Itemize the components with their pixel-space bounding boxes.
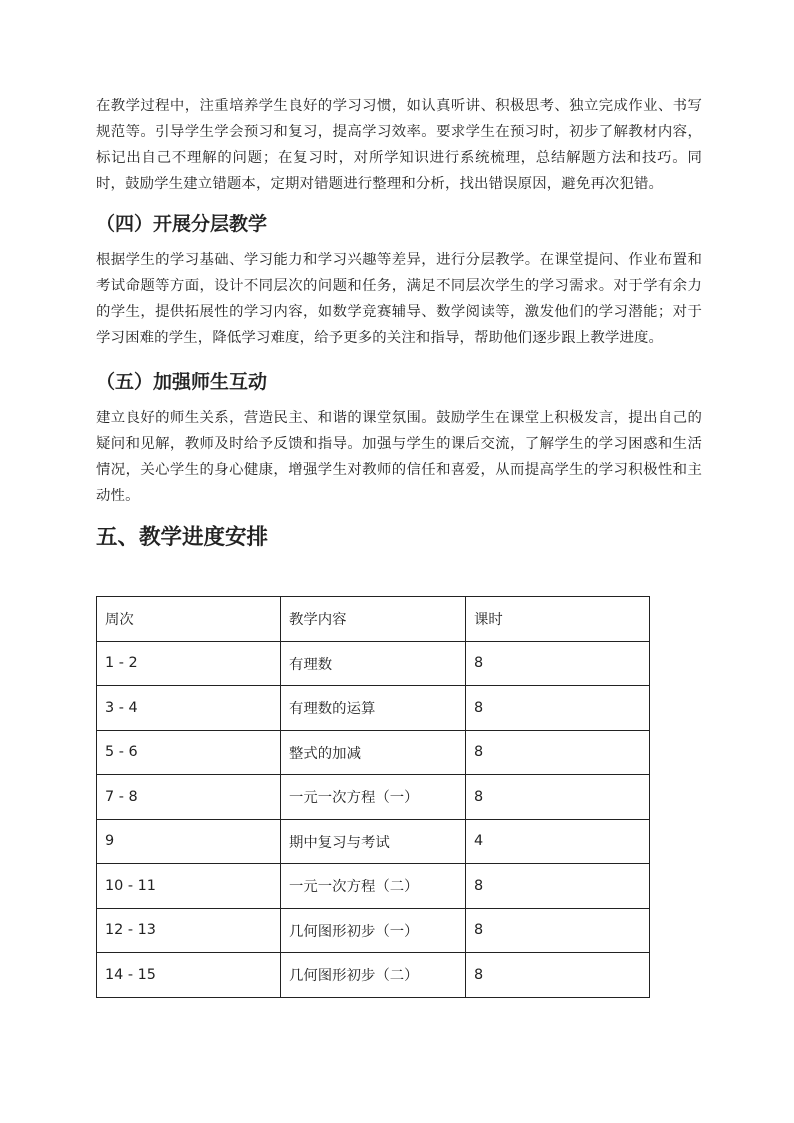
- table-cell-content: 有理数的运算: [281, 686, 466, 731]
- table-cell-content: 整式的加减: [281, 730, 466, 775]
- table-cell-week: 14 - 15: [97, 953, 281, 998]
- subheading-layered-teaching: （四）开展分层教学: [96, 213, 268, 235]
- table-cell-week: 7 - 8: [97, 775, 281, 820]
- table-cell-hours: 8: [466, 641, 650, 686]
- table-cell-week: 1 - 2: [97, 641, 281, 686]
- table-row: [97, 953, 650, 998]
- schedule-table: [96, 596, 650, 998]
- table-row: [97, 908, 650, 953]
- paragraph-teacher-student-interaction: 建立良好的师生关系，营造民主、和谐的课堂氛围。鼓励学生在课堂上积极发言，提出自己的疑问和见解，教师及时给予反馈和指导。加强与学生的课后交流，了解学生的学习困惑和生活情况，关心学生的身心健康，增强学生对教师的信任和喜爱，从而提高学生的学习积极性和主动性。: [96, 410, 702, 504]
- table-cell-hours: 8: [466, 864, 650, 909]
- table-cell-hours: 8: [466, 908, 650, 953]
- table-row: [97, 730, 650, 775]
- table-cell-week: 10 - 11: [97, 864, 281, 909]
- table-cell-content: 几何图形初步（一）: [281, 908, 466, 953]
- table-cell-week: 9: [97, 819, 281, 864]
- table-cell-week: 3 - 4: [97, 686, 281, 731]
- table-cell-content: 期中复习与考试: [281, 819, 466, 864]
- table-cell-week: 12 - 13: [97, 908, 281, 953]
- table-cell-hours: 8: [466, 730, 650, 775]
- table-cell-content: 有理数: [281, 641, 466, 686]
- table-cell-week: 5 - 6: [97, 730, 281, 775]
- table-cell-hours: 8: [466, 953, 650, 998]
- table-row: [97, 641, 650, 686]
- paragraph-study-habits: 在教学过程中，注重培养学生良好的学习习惯，如认真听讲、积极思考、独立完成作业、书写规范等。引导学生学会预习和复习，提高学习效率。要求学生在预习时，初步了解教材内容，标记出自己不理解的问题；在复习时，对所学知识进行系统梳理，总结解题方法和技巧。同时，鼓励学生建立错题本，定期对错题进行整理和分析，找出错误原因，避免再次犯错。: [96, 98, 702, 192]
- table-cell-content: 几何图形初步（二）: [281, 953, 466, 998]
- table-header-cell: 教学内容: [281, 597, 466, 642]
- subheading-teacher-student-interaction: （五）加强师生互动: [96, 371, 268, 393]
- table-row: [97, 819, 650, 864]
- table-cell-hours: 8: [466, 775, 650, 820]
- table-row: [97, 864, 650, 909]
- section-heading-schedule: 五、教学进度安排: [96, 525, 269, 550]
- table-header-row: [97, 597, 650, 642]
- table-cell-content: 一元一次方程（二）: [281, 864, 466, 909]
- table-cell-hours: 4: [466, 819, 650, 864]
- paragraph-layered-teaching: 根据学生的学习基础、学习能力和学习兴趣等差异，进行分层教学。在课堂提问、作业布置和考试命题等方面，设计不同层次的问题和任务，满足不同层次学生的学习需求。对于学有余力的学生，提供拓展性的学习内容，如数学竞赛辅导、数学阅读等，激发他们的学习潜能；对于学习困难的学生，降低学习难度，给予更多的关注和指导，帮助他们逐步跟上教学进度。: [96, 252, 702, 346]
- table-header-cell: 课时: [466, 597, 650, 642]
- table-row: [97, 686, 650, 731]
- table-row: [97, 775, 650, 820]
- table-header-cell: 周次: [97, 597, 281, 642]
- table-cell-content: 一元一次方程（一）: [281, 775, 466, 820]
- table-cell-hours: 8: [466, 686, 650, 731]
